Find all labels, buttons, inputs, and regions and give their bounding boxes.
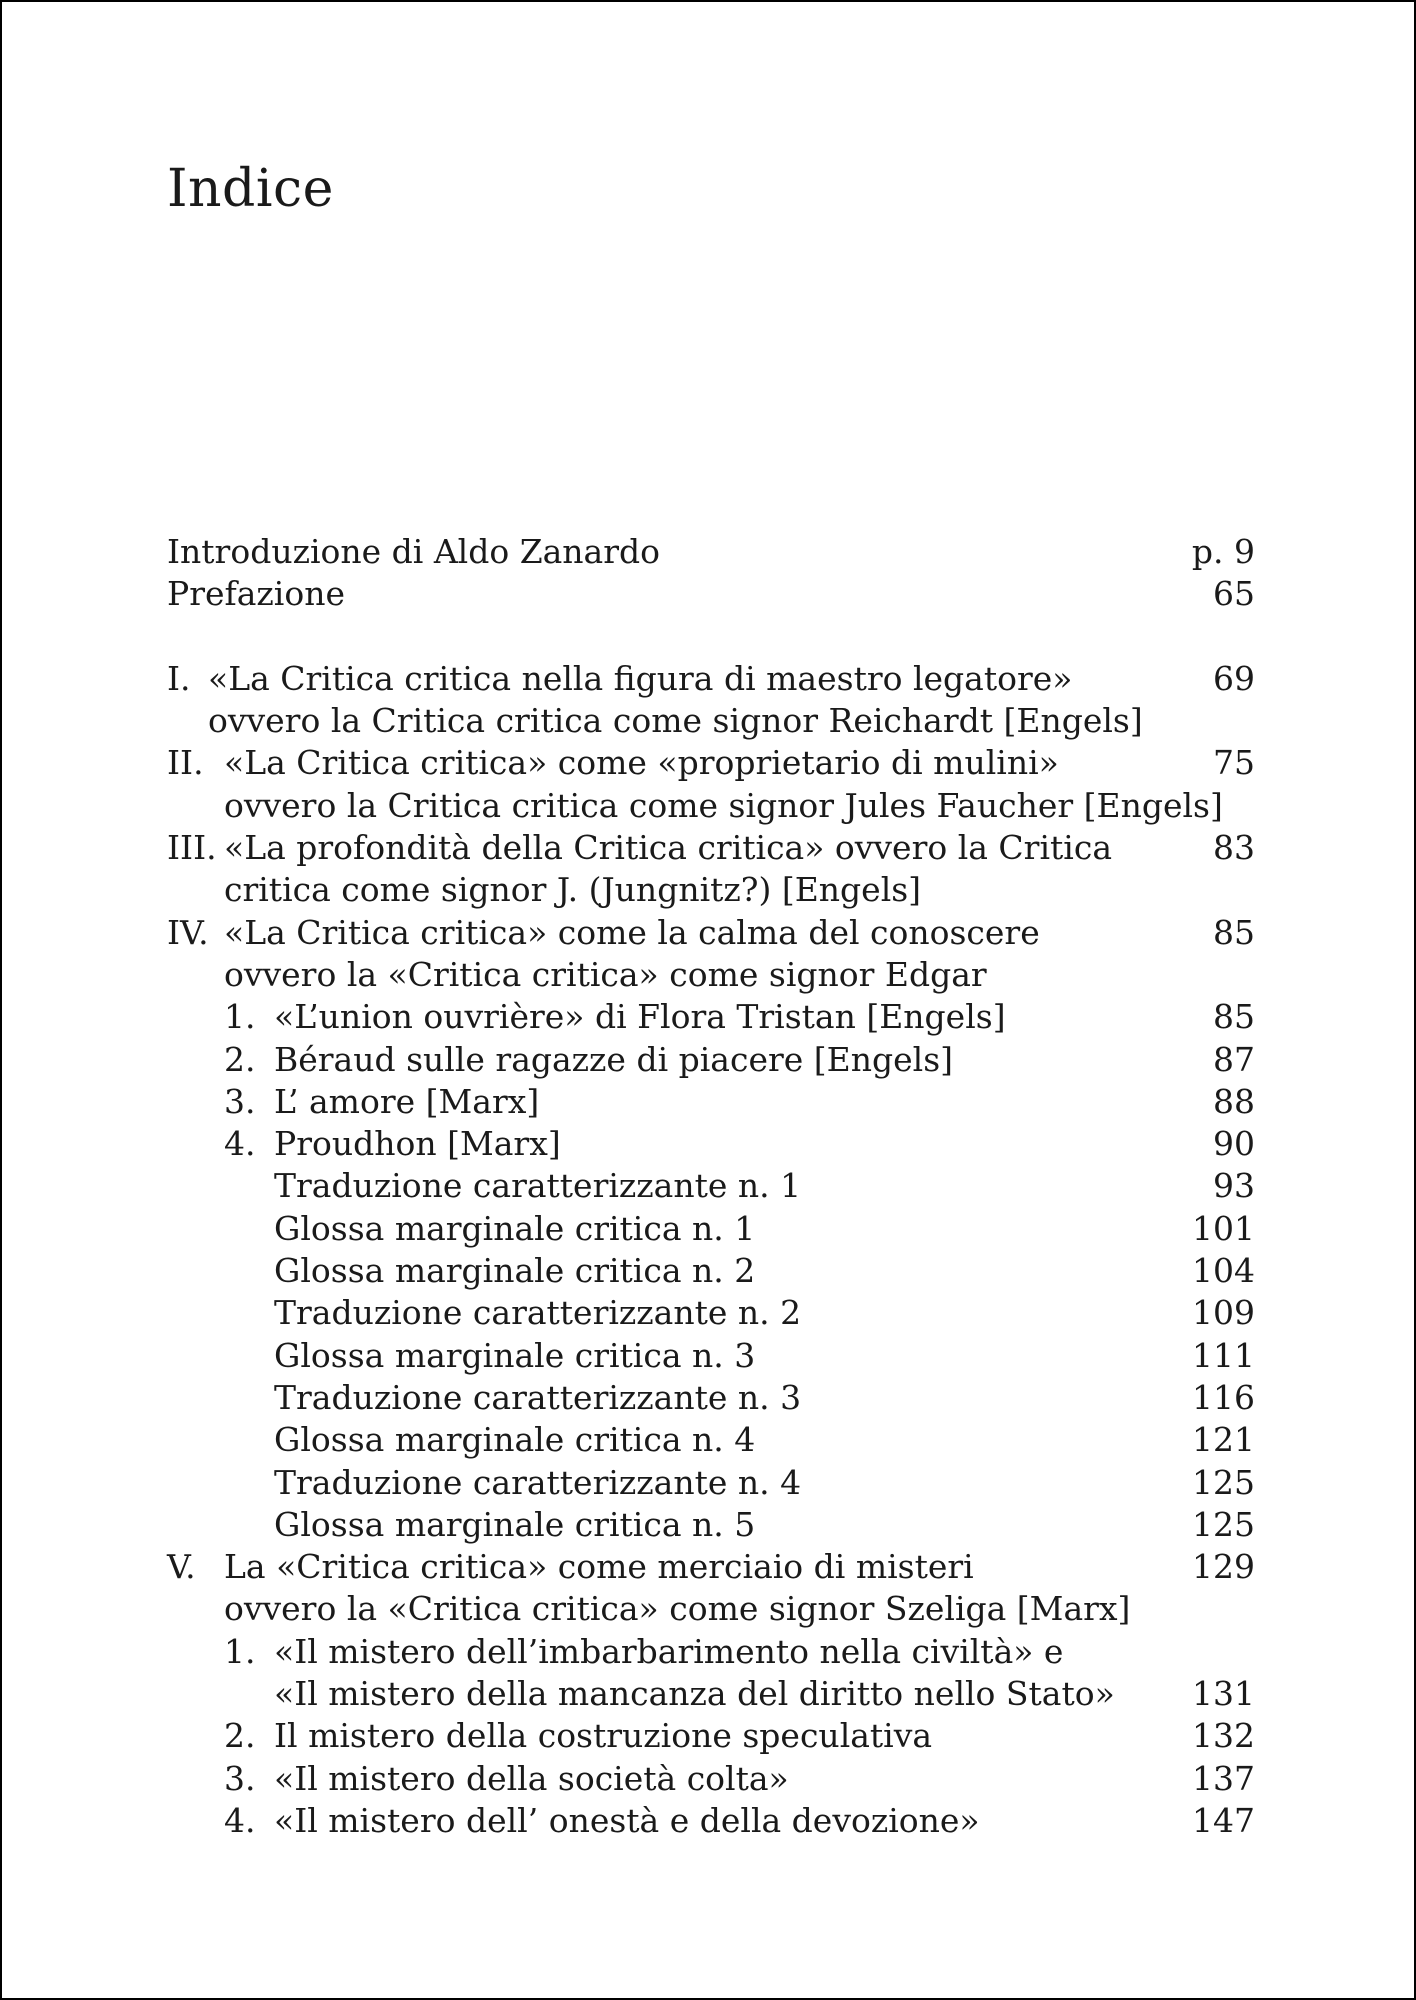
toc-chapter-1 [167,658,1255,700]
toc-subsection [167,1462,1255,1504]
section-number: 1. [224,997,256,1037]
chapter-subtitle: ovvero la Critica critica come signor Jules Faucher [Engels] [224,785,1223,825]
toc-section [167,1081,1255,1123]
toc-section [167,1715,1255,1757]
entry-title: Prefazione [167,574,345,614]
chapter-number: IV. [167,912,209,952]
page-number: 132 [1192,1716,1255,1756]
page-number: 85 [1213,912,1255,952]
chapter-subtitle: ovvero la «Critica critica» come signor Edgar [224,954,987,994]
section-title: Il mistero della costruzione speculativa [274,1716,933,1756]
section-title: «Il mistero della società colta» [274,1758,789,1798]
subsection-title: Traduzione caratterizzante n. 4 [274,1462,802,1502]
toc-chapter-4-subtitle [167,954,1255,996]
toc-chapter-4 [167,912,1255,954]
page-number: 121 [1192,1420,1255,1460]
page-number: 93 [1213,1166,1255,1206]
subsection-title: Glossa marginale critica n. 2 [274,1251,756,1291]
subsection-title: Glossa marginale critica n. 5 [274,1504,756,1544]
page-title: Indice [167,159,334,219]
subsection-title: Traduzione caratterizzante n. 1 [274,1166,802,1206]
section-title-continuation: «Il mistero della mancanza del diritto nello Stato» [274,1674,1115,1714]
page-number: 131 [1192,1674,1255,1714]
toc-subsection [167,1335,1255,1377]
toc-subsection [167,1208,1255,1250]
toc-subsection [167,1504,1255,1546]
chapter-subtitle: ovvero la Critica critica come signor Reichardt [Engels] [208,701,1143,741]
page-number: 75 [1213,743,1255,783]
page-number: 83 [1213,828,1255,868]
page-number: 109 [1192,1293,1255,1333]
chapter-number: I. [167,658,191,698]
subsection-title: Traduzione caratterizzante n. 2 [274,1293,802,1333]
section-title: «Il mistero dell’ onestà e della devozione» [274,1800,980,1840]
chapter-title: «La Critica critica» come «proprietario di mulini» [224,743,1059,783]
toc-subsection [167,1292,1255,1334]
chapter-number: II. [167,743,204,783]
subsection-title: Traduzione caratterizzante n. 3 [274,1377,802,1417]
chapter-title: «La Critica critica nella figura di maestro legatore» [208,658,1073,698]
chapter-subtitle: critica come signor J. (Jungnitz?) [Engels] [224,870,922,910]
section-title: «L’union ouvrière» di Flora Tristan [Engels] [274,997,1006,1037]
page-number: 147 [1192,1800,1255,1840]
section-title: Proudhon [Marx] [274,1124,561,1164]
page-number: 90 [1213,1124,1255,1164]
page-number: 104 [1192,1251,1255,1291]
page-number: 125 [1192,1462,1255,1502]
page-number: 137 [1192,1758,1255,1798]
chapter-subtitle: ovvero la «Critica critica» come signor Szeliga [Marx] [224,1589,1131,1629]
subsection-title: Glossa marginale critica n. 4 [274,1420,756,1460]
toc-subsection [167,1250,1255,1292]
page-number: 101 [1192,1208,1255,1248]
page-number: 111 [1192,1335,1255,1375]
page-number: 69 [1213,658,1255,698]
page-number: 88 [1213,1081,1255,1121]
entry-title: Introduzione di Aldo Zanardo [167,532,660,571]
spacer [167,616,1255,658]
section-number: 1. [224,1631,256,1671]
toc-section [167,1039,1255,1081]
subsection-title: Glossa marginale critica n. 3 [274,1335,756,1375]
chapter-number: III. [167,828,217,868]
section-number: 4. [224,1124,256,1164]
toc-chapter-2 [167,742,1255,784]
toc-chapter-3-subtitle [167,869,1255,911]
toc-section [167,996,1255,1038]
chapter-title: «La Critica critica» come la calma del conoscere [224,912,1040,952]
section-title: «Il mistero dell’imbarbarimento nella civiltà» e [274,1631,1064,1671]
section-title: Béraud sulle ragazze di piacere [Engels] [274,1039,954,1079]
section-title: L’ amore [Marx] [274,1081,540,1121]
page-number: 129 [1192,1547,1255,1587]
chapter-title: «La profondità della Critica critica» ovvero la Critica [224,828,1112,868]
toc-chapter-2-subtitle [167,785,1255,827]
table-of-contents [167,531,1255,1842]
page-number: 65 [1213,574,1255,614]
toc-chapter-5-subtitle [167,1588,1255,1630]
section-number: 3. [224,1758,256,1798]
page-number: 125 [1192,1504,1255,1544]
toc-section [167,1800,1255,1842]
toc-chapter-5 [167,1546,1255,1588]
toc-subsection [167,1377,1255,1419]
toc-entry-introduction [167,531,1255,573]
toc-section [167,1631,1255,1673]
page-number: p. 9 [1191,532,1255,571]
chapter-number: V. [167,1547,196,1587]
toc-subsection [167,1419,1255,1461]
toc-subsection [167,1165,1255,1207]
chapter-title: La «Critica critica» come merciaio di misteri [224,1547,974,1587]
section-number: 3. [224,1081,256,1121]
section-number: 2. [224,1039,256,1079]
section-number: 4. [224,1800,256,1840]
toc-section [167,1758,1255,1800]
section-number: 2. [224,1716,256,1756]
toc-chapter-3 [167,827,1255,869]
toc-chapter-1-subtitle [167,700,1255,742]
toc-section [167,1123,1255,1165]
page-number: 85 [1213,997,1255,1037]
toc-section-continuation [167,1673,1255,1715]
toc-entry-preface [167,573,1255,615]
page-number: 87 [1213,1039,1255,1079]
subsection-title: Glossa marginale critica n. 1 [274,1208,756,1248]
page-number: 116 [1192,1377,1255,1417]
